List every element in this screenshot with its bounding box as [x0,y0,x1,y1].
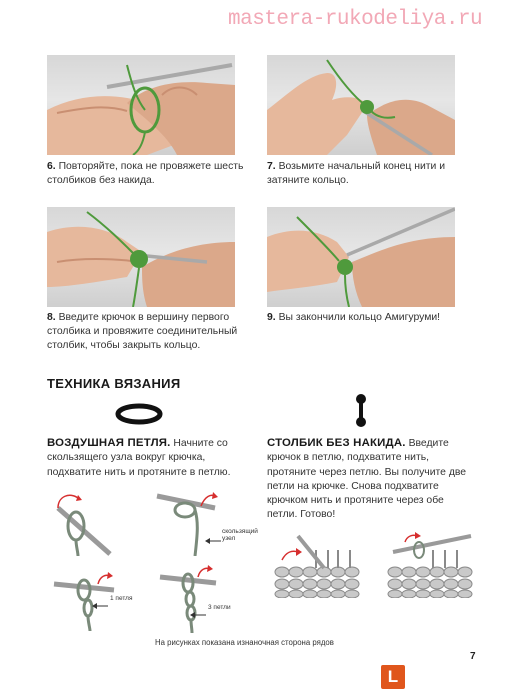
hands-finished-ring-illustration [267,207,455,307]
slip-knot-label [222,528,258,542]
publisher-logo: L [381,665,405,689]
step-6-caption [47,160,257,188]
hands-crochet-illustration [47,55,235,155]
slip-knot-label-line1: скользящий [222,528,258,535]
chain-heading: ВОЗДУШНАЯ ПЕТЛЯ. [47,437,171,449]
watermark-text: mastera-rukodeliya.ru [228,8,483,31]
three-loops-label: 3 петли [208,604,231,611]
chain-description [47,436,257,480]
slip-knot-label-line2: узел [222,535,236,542]
step-6-number: 6. [47,161,56,172]
arrow-left-icon [92,596,108,602]
step-8-caption [47,311,257,353]
chain-diagram-1 [48,488,118,556]
step-6-text: Повторяйте, пока не провяжете шесть столбиков без накида. [47,161,244,186]
step-6-photo [47,55,235,155]
single-crochet-diagram-2 [385,528,473,598]
footnote: На рисунках показана изнаночная сторона рядов [155,638,334,647]
step-7-photo [267,55,455,155]
single-crochet-text: Введите крючок в петлю, подхватите нить, протяните через петлю. Вы получите две петли на крючке. Снова подхватите крючком нить и протяните через обе петли. Готово! [267,438,467,521]
hands-slip-stitch-illustration [47,207,235,307]
step-7-text: Возьмите начальный конец нити и затяните кольцо. [267,161,446,186]
step-8-photo [47,207,235,307]
single-crochet-heading: СТОЛБИК БЕЗ НАКИДА. [267,437,406,449]
step-8-text: Введите крючок в вершину первого столбика и провяжите соединительный столбик, чтобы закрыть кольцо. [47,312,238,351]
one-loop-label: 1 петля [110,595,133,602]
step-9-caption [267,311,467,325]
hands-ring-illustration [267,55,455,155]
single-crochet-description [267,436,477,523]
step-9-text: Вы закончили кольцо Амигуруми! [278,312,441,323]
arrow-left-icon [205,531,221,537]
chain-text: Начните со скользящего узла вокруг крючка, подхватите нить и протяните в петлю. [47,438,231,478]
chain-symbol-icon [115,403,163,425]
step-9-number: 9. [267,312,276,323]
single-crochet-symbol-icon [353,393,369,429]
single-crochet-diagram-1 [272,528,360,598]
arrow-left-icon [190,605,206,611]
step-8-number: 8. [47,312,56,323]
page-number: 7 [470,651,476,662]
step-7-number: 7. [267,161,276,172]
step-9-photo [267,207,455,307]
step-7-caption [267,160,467,188]
section-title: ТЕХНИКА ВЯЗАНИЯ [47,376,181,391]
chain-diagram-4 [158,563,218,633]
chain-diagram-2 [155,488,220,556]
